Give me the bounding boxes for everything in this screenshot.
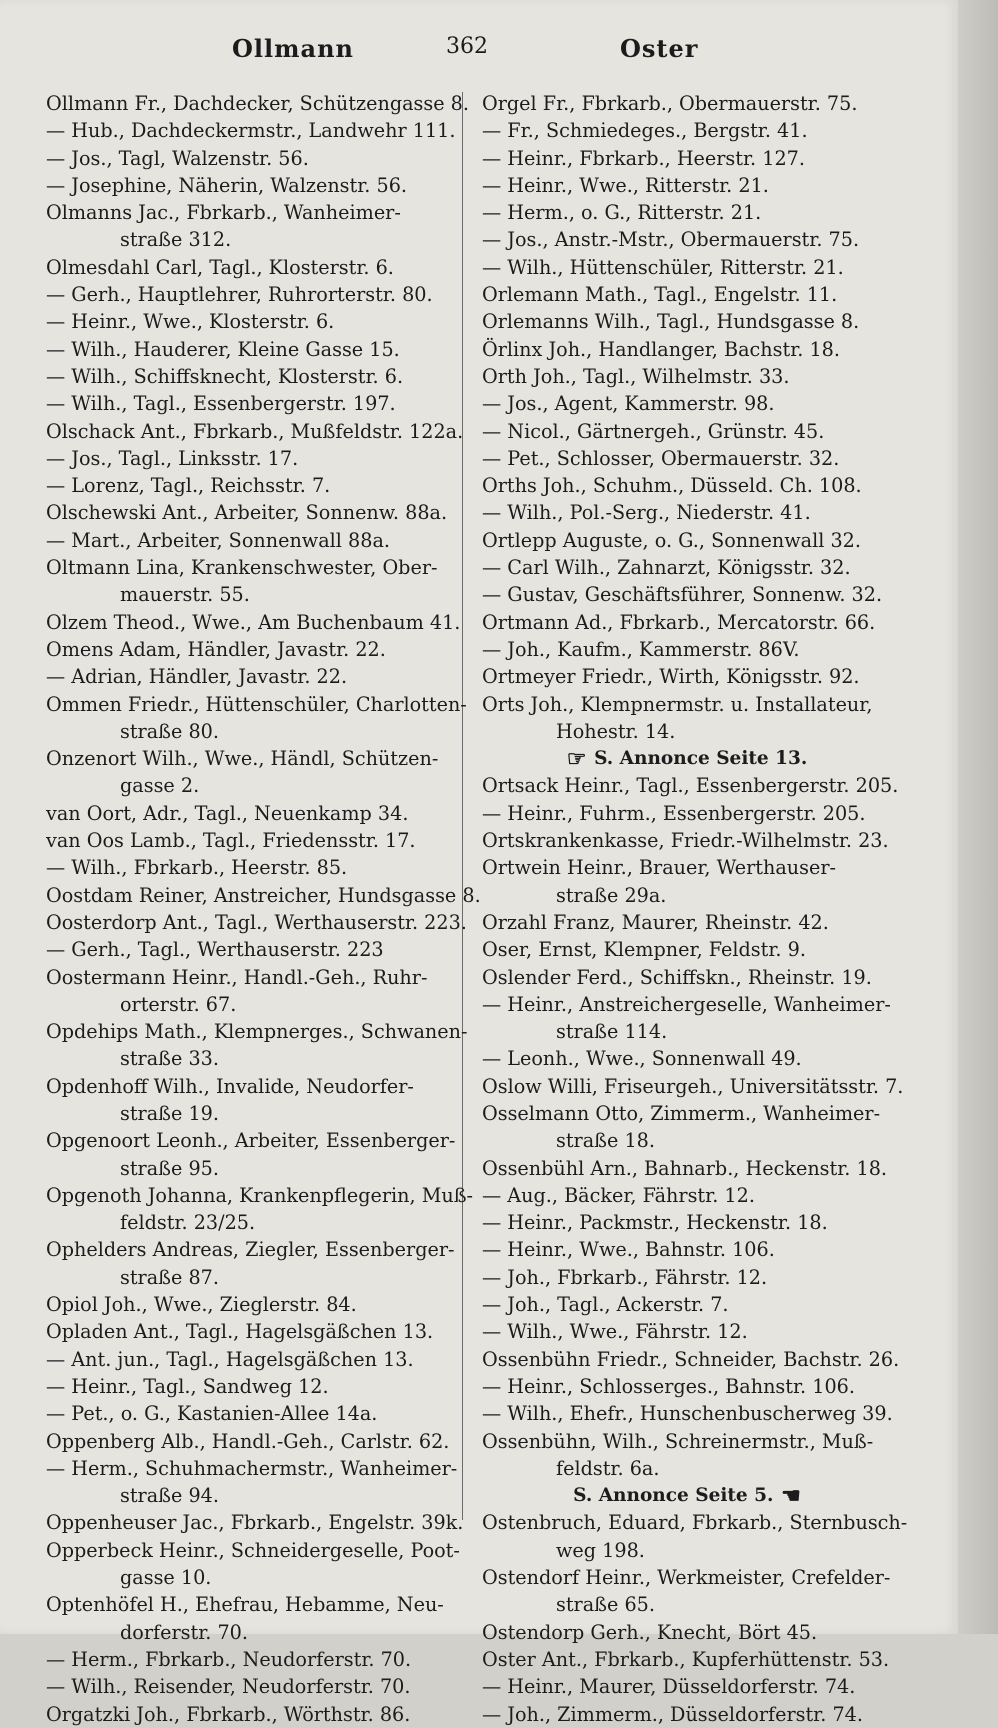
directory-entry-line (482, 1646, 892, 1673)
directory-entry-line (482, 145, 892, 172)
directory-entry-line (482, 90, 892, 117)
pointing-hand-icon: ☞ (566, 746, 595, 773)
directory-entry-line (46, 1182, 474, 1209)
directory-entry-line (46, 882, 481, 909)
directory-entry-line (482, 390, 892, 417)
entry-text: Ortlepp Auguste, o. G., Sonnenwall 32. (482, 528, 861, 552)
entry-text: S. Annonce Seite 5. (573, 1485, 774, 1507)
directory-entry-line (46, 472, 456, 499)
directory-entry-line (46, 1482, 456, 1509)
advertisement-reference (482, 745, 892, 772)
entry-text: — Joh., Zimmerm., Düsseldorferstr. 74. (482, 1702, 863, 1726)
entry-text: Ostendorf Heinr., Werkmeister, Crefelder- (482, 1566, 891, 1590)
left-column (46, 90, 481, 1728)
directory-entry-line (46, 1018, 468, 1045)
entry-text: — Joh., Tagl., Ackerstr. 7. (482, 1293, 729, 1317)
directory-entry-line (46, 445, 456, 472)
directory-entry-line (46, 226, 456, 253)
entry-text: gasse 10. (120, 1566, 212, 1590)
directory-entry-line (482, 1073, 904, 1100)
directory-entry-line (482, 964, 892, 991)
entry-text: feldstr. 23/25. (120, 1211, 256, 1235)
directory-entry-line (482, 882, 892, 909)
entry-text: Ortmeyer Friedr., Wirth, Königsstr. 92. (482, 665, 860, 689)
directory-entry-line (46, 1509, 464, 1536)
directory-entry-line (46, 1701, 456, 1728)
directory-entry-line (482, 991, 892, 1018)
directory-entry-line (482, 1291, 892, 1318)
directory-entry-line (482, 1673, 892, 1700)
entry-text: Orgatzki Joh., Fbrkarb., Wörthstr. 86. (46, 1702, 411, 1726)
entry-text: Opladen Ant., Tagl., Hagelsgäßchen 13. (46, 1320, 434, 1344)
directory-entry-line (46, 1591, 456, 1618)
directory-entry-line (482, 1701, 892, 1728)
directory-entry-line (482, 363, 892, 390)
advertisement-reference (482, 1482, 892, 1509)
entry-text: Orts Joh., Klempnermstr. u. Installateur, (482, 692, 873, 716)
entry-text: Opdenhoff Wilh., Invalide, Neudorfer- (46, 1074, 414, 1098)
directory-entry-line (482, 199, 892, 226)
directory-entry-line (46, 145, 456, 172)
entry-text: Optenhöfel H., Ehefrau, Hebamme, Neu- (46, 1593, 444, 1617)
entry-text: Oster Ant., Fbrkarb., Kupferhüttenstr. 53. (482, 1647, 890, 1671)
entry-text: Ortmann Ad., Fbrkarb., Mercatorstr. 66. (482, 610, 876, 634)
directory-entry-line (482, 1346, 900, 1373)
directory-entry-line (482, 1428, 892, 1455)
entry-text: Orlemanns Wilh., Tagl., Hundsgasse 8. (482, 310, 860, 334)
entry-text: straße 80. (120, 719, 219, 743)
entry-text: — Wilh., Fbrkarb., Heerstr. 85. (46, 856, 348, 880)
entry-text: straße 65. (556, 1593, 655, 1617)
entry-text: Orgel Fr., Fbrkarb., Obermauerstr. 75. (482, 92, 858, 115)
entry-text: — Heinr., Packmstr., Heckenstr. 18. (482, 1211, 828, 1235)
directory-entry-line (482, 499, 892, 526)
entry-text: — Josephine, Näherin, Walzenstr. 56. (46, 173, 408, 197)
directory-entry-line (482, 1155, 892, 1182)
directory-entry-line (46, 909, 467, 936)
directory-entry-line (482, 663, 892, 690)
entry-text: van Oos Lamb., Tagl., Friedensstr. 17. (46, 829, 416, 853)
entry-text: — Heinr., Anstreichergeselle, Wanheimer- (482, 992, 891, 1016)
directory-entry-line (46, 1537, 460, 1564)
entry-text: Opgenoort Leonh., Arbeiter, Essenberger- (46, 1129, 456, 1153)
directory-entry-line (46, 117, 456, 144)
directory-entry-line (482, 1045, 892, 1072)
entry-text: Opiol Joh., Wwe., Zieglerstr. 84. (46, 1293, 357, 1317)
directory-entry-line (46, 1209, 456, 1236)
entry-text: straße 87. (120, 1265, 219, 1289)
directory-entry-line (482, 1100, 892, 1127)
directory-entry-line (46, 1373, 456, 1400)
directory-entry-line (46, 1073, 456, 1100)
entry-text: Örlinx Joh., Handlanger, Bachstr. 18. (482, 337, 840, 361)
directory-entry-line (482, 445, 892, 472)
directory-entry-line (482, 1018, 892, 1045)
entry-text: straße 95. (120, 1156, 219, 1180)
entry-text: Oppenheuser Jac., Fbrkarb., Engelstr. 39k. (46, 1511, 464, 1535)
directory-entry-line (46, 1428, 456, 1455)
entry-text: — Jos., Tagl, Walzenstr. 56. (46, 146, 309, 170)
directory-entry-line (46, 1346, 456, 1373)
directory-entry-line (46, 363, 456, 390)
entry-text: — Aug., Bäcker, Fährstr. 12. (482, 1183, 755, 1207)
entry-text: Ommen Friedr., Hüttenschüler, Charlotten- (46, 692, 467, 716)
directory-entry-line (482, 581, 892, 608)
entry-text: feldstr. 6a. (556, 1456, 660, 1480)
directory-entry-line (46, 254, 456, 281)
directory-entry-line (482, 854, 892, 881)
pointing-hand-icon: ☚ (773, 1483, 801, 1510)
directory-entry-line (46, 936, 456, 963)
entry-text: Oostermann Heinr., Handl.-Geh., Ruhr- (46, 965, 428, 989)
directory-entry-line (46, 636, 456, 663)
entry-text: — Carl Wilh., Zahnarzt, Königsstr. 32. (482, 556, 851, 580)
directory-entry-line (46, 691, 467, 718)
entry-text: — Wilh., Hauderer, Kleine Gasse 15. (46, 337, 400, 361)
entry-text: — Herm., Schuhmachermstr., Wanheimer- (46, 1456, 458, 1480)
directory-entry-line (46, 1619, 456, 1646)
entry-text: Osselmann Otto, Zimmerm., Wanheimer- (482, 1101, 881, 1125)
directory-entry-line (46, 390, 456, 417)
entry-text: Oosterdorp Ant., Tagl., Werthauserstr. 223. (46, 910, 467, 934)
entry-text: — Wilh., Ehefr., Hunschenbuscherweg 39. (482, 1402, 893, 1426)
directory-entry-line (46, 1100, 456, 1127)
directory-entry-line (482, 1591, 892, 1618)
entry-text: — Wilh., Pol.-Serg., Niederstr. 41. (482, 501, 811, 525)
entry-text: — Wilh., Wwe., Fährstr. 12. (482, 1320, 748, 1344)
entry-text: — Heinr., Wwe., Ritterstr. 21. (482, 173, 769, 197)
entry-text: Orzahl Franz, Maurer, Rheinstr. 42. (482, 910, 829, 934)
directory-entry-line (46, 800, 456, 827)
entry-text: — Mart., Arbeiter, Sonnenwall 88a. (46, 528, 390, 552)
page-header (0, 34, 958, 70)
directory-entry-line (482, 718, 892, 745)
directory-entry-line (46, 527, 456, 554)
directory-entry-line (46, 1236, 456, 1263)
directory-entry-line (482, 1264, 892, 1291)
entry-text: — Gerh., Tagl., Werthauserstr. 223 (46, 938, 384, 962)
entry-text: straße 94. (120, 1484, 219, 1508)
entry-text: — Pet., Schlosser, Obermauerstr. 32. (482, 446, 840, 470)
entry-text: Olmanns Jac., Fbrkarb., Wanheimer- (46, 201, 401, 225)
entry-text: — Jos., Tagl., Linksstr. 17. (46, 446, 299, 470)
entry-text: — Pet., o. G., Kastanien-Allee 14a. (46, 1402, 378, 1426)
entry-text: Olmesdahl Carl, Tagl., Klosterstr. 6. (46, 255, 394, 279)
directory-entry-line (46, 90, 469, 117)
directory-entry-line (482, 226, 892, 253)
entry-text: — Heinr., Fuhrm., Essenbergerstr. 205. (482, 801, 866, 825)
column-divider (462, 92, 463, 1520)
entry-text: straße 33. (120, 1047, 219, 1071)
entry-text: — Wilh., Tagl., Essenbergerstr. 197. (46, 392, 396, 416)
entry-text: — Heinr., Fbrkarb., Heerstr. 127. (482, 146, 805, 170)
directory-entry-line (482, 1509, 908, 1536)
entry-text: Ollmann Fr., Dachdecker, Schützengasse 8. (46, 92, 469, 115)
page-edge (958, 0, 998, 1634)
directory-entry-line (46, 1646, 456, 1673)
directory-entry-line (482, 772, 899, 799)
entry-text: — Lorenz, Tagl., Reichsstr. 7. (46, 474, 331, 498)
entry-text: straße 312. (120, 228, 232, 252)
entry-text: — Wilh., Reisender, Neudorferstr. 70. (46, 1675, 411, 1699)
directory-entry-line (46, 172, 456, 199)
entry-text: Olschack Ant., Fbrkarb., Mußfeldstr. 122a. (46, 419, 464, 443)
entry-text: — Heinr., Wwe., Klosterstr. 6. (46, 310, 335, 334)
directory-entry-line (46, 418, 464, 445)
directory-entry-line (482, 636, 892, 663)
entry-text: orterstr. 67. (120, 992, 237, 1016)
directory-entry-line (46, 1400, 456, 1427)
entry-text: — Heinr., Maurer, Düsseldorferstr. 74. (482, 1675, 856, 1699)
entry-text: Ophelders Andreas, Ziegler, Essenberger- (46, 1238, 455, 1262)
directory-entry-line (46, 199, 456, 226)
directory-entry-line (46, 1673, 456, 1700)
entry-text: Ostenbruch, Eduard, Fbrkarb., Sternbusch- (482, 1511, 908, 1535)
entry-text: mauerstr. 55. (120, 583, 250, 607)
entry-text: — Herm., o. G., Ritterstr. 21. (482, 201, 762, 225)
directory-entry-line (482, 308, 892, 335)
directory-entry-line (46, 663, 456, 690)
entry-text: Ossenbühl Arn., Bahnarb., Heckenstr. 18. (482, 1156, 888, 1180)
directory-entry-line (46, 1045, 456, 1072)
entry-text: Onzenort Wilh., Wwe., Händl, Schützen- (46, 747, 439, 771)
directory-entry-line (482, 1373, 892, 1400)
directory-entry-line (46, 1291, 456, 1318)
directory-entry-line (482, 909, 892, 936)
entry-text: Oser, Ernst, Klempner, Feldstr. 9. (482, 938, 806, 962)
entry-text: — Heinr., Tagl., Sandweg 12. (46, 1374, 329, 1398)
right-column (482, 90, 908, 1728)
directory-entry-line (46, 609, 461, 636)
directory-entry-line (46, 1318, 456, 1345)
entry-text: Oppenberg Alb., Handl.-Geh., Carlstr. 62. (46, 1429, 450, 1453)
entry-text: Ossenbühn, Wilh., Schreinermstr., Muß- (482, 1429, 874, 1453)
entry-text: — Wilh., Hüttenschüler, Ritterstr. 21. (482, 255, 844, 279)
entry-text: Olschewski Ant., Arbeiter, Sonnenw. 88a. (46, 501, 448, 525)
entry-text: weg 198. (556, 1538, 645, 1562)
directory-entry-line (482, 1564, 892, 1591)
entry-text: Ortwein Heinr., Brauer, Werthauser- (482, 856, 837, 880)
directory-entry-line (46, 745, 456, 772)
directory-entry-line (482, 1209, 892, 1236)
directory-entry-line (482, 691, 892, 718)
entry-text: Omens Adam, Händler, Javastr. 22. (46, 637, 386, 661)
header-left-keyword: Ollmann (232, 34, 354, 63)
directory-entry-line (482, 1236, 892, 1263)
entry-text: — Nicol., Gärtnergeh., Grünstr. 45. (482, 419, 825, 443)
entry-text: Opperbeck Heinr., Schneidergeselle, Poot- (46, 1538, 460, 1562)
directory-entry-line (46, 554, 456, 581)
entry-text: — Herm., Fbrkarb., Neudorferstr. 70. (46, 1647, 412, 1671)
directory-entry-line (482, 527, 892, 554)
directory-entry-line (46, 281, 456, 308)
directory-entry-line (482, 554, 892, 581)
directory-entry-line (482, 254, 892, 281)
entry-text: Ortsack Heinr., Tagl., Essenbergerstr. 205. (482, 774, 899, 798)
directory-entry-line (46, 581, 456, 608)
directory-entry-line (46, 336, 456, 363)
entry-text: Orth Joh., Tagl., Wilhelmstr. 33. (482, 364, 790, 388)
directory-entry-line (482, 1619, 892, 1646)
page-number: 362 (446, 34, 488, 59)
directory-entry-line (46, 1455, 456, 1482)
entry-text: — Gerh., Hauptlehrer, Ruhrorterstr. 80. (46, 283, 433, 307)
directory-entry-line (482, 172, 892, 199)
entry-text: — Leonh., Wwe., Sonnenwall 49. (482, 1047, 802, 1071)
directory-entry-line (482, 418, 892, 445)
directory-entry-line (46, 827, 456, 854)
directory-entry-line (482, 1127, 892, 1154)
entry-text: — Joh., Fbrkarb., Fährstr. 12. (482, 1265, 768, 1289)
entry-text: Orths Joh., Schuhm., Düsseld. Ch. 108. (482, 474, 862, 498)
entry-text: van Oort, Adr., Tagl., Neuenkamp 34. (46, 801, 409, 825)
entry-text: S. Annonce Seite 13. (594, 748, 808, 770)
entry-text: straße 114. (556, 1020, 668, 1044)
entry-text: dorferstr. 70. (120, 1620, 248, 1644)
entry-text: — Adrian, Händler, Javastr. 22. (46, 665, 348, 689)
entry-text: Ortskrankenkasse, Friedr.-Wilhelmstr. 23. (482, 829, 889, 853)
directory-entry-line (482, 827, 892, 854)
entry-text: Oslow Willi, Friseurgeh., Universitätsstr. 7. (482, 1074, 904, 1098)
entry-text: Oltmann Lina, Krankenschwester, Ober- (46, 556, 438, 580)
directory-entry-line (482, 1537, 892, 1564)
entry-text: Ostendorp Gerh., Knecht, Bört 45. (482, 1620, 818, 1644)
directory-entry-line (482, 281, 892, 308)
entry-text: straße 29a. (556, 883, 667, 907)
directory-entry-line (46, 964, 456, 991)
entry-text: Oostdam Reiner, Anstreicher, Hundsgasse 8. (46, 883, 481, 907)
entry-text: Opdehips Math., Klempnerges., Schwanen- (46, 1020, 468, 1044)
directory-entry-line (482, 609, 892, 636)
directory-entry-line (482, 936, 892, 963)
directory-entry-line (46, 718, 456, 745)
directory-entry-line (46, 1564, 456, 1591)
directory-entry-line (482, 117, 892, 144)
directory-entry-line (482, 472, 892, 499)
directory-entry-line (46, 854, 456, 881)
entry-text: — Hub., Dachdeckermstr., Landwehr 111. (46, 119, 456, 143)
entry-text: straße 19. (120, 1101, 219, 1125)
directory-entry-line (482, 336, 892, 363)
entry-text: Orlemann Math., Tagl., Engelstr. 11. (482, 283, 838, 307)
directory-entry-line (482, 1455, 892, 1482)
entry-text: straße 18. (556, 1129, 655, 1153)
entry-text: — Heinr., Wwe., Bahnstr. 106. (482, 1238, 775, 1262)
directory-entry-line (46, 499, 456, 526)
directory-entry-line (482, 1182, 892, 1209)
directory-entry-line (46, 1127, 456, 1154)
entry-text: Hohestr. 14. (556, 719, 676, 743)
entry-text: — Jos., Agent, Kammerstr. 98. (482, 392, 775, 416)
entry-text: — Joh., Kaufm., Kammerstr. 86V. (482, 637, 800, 661)
directory-entry-line (46, 772, 456, 799)
entry-text: — Fr., Schmiedeges., Bergstr. 41. (482, 119, 808, 143)
entry-text: — Jos., Anstr.-Mstr., Obermauerstr. 75. (482, 228, 860, 252)
entry-text: Oslender Ferd., Schiffskn., Rheinstr. 19. (482, 965, 872, 989)
directory-entry-line (482, 1400, 892, 1427)
directory-entry-line (482, 800, 892, 827)
entry-text: — Gustav, Geschäftsführer, Sonnenw. 32. (482, 583, 883, 607)
entry-text: Opgenoth Johanna, Krankenpflegerin, Muß- (46, 1183, 474, 1207)
entry-text: — Heinr., Schlosserges., Bahnstr. 106. (482, 1374, 855, 1398)
entry-text: Ossenbühn Friedr., Schneider, Bachstr. 26. (482, 1347, 900, 1371)
entry-text: — Ant. jun., Tagl., Hagelsgäßchen 13. (46, 1347, 414, 1371)
header-right-keyword: Oster (620, 34, 699, 63)
entry-text: Olzem Theod., Wwe., Am Buchenbaum 41. (46, 610, 461, 634)
directory-entry-line (46, 991, 456, 1018)
entry-text: gasse 2. (120, 774, 200, 798)
directory-entry-line (46, 1264, 456, 1291)
directory-entry-line (46, 308, 456, 335)
directory-entry-line (46, 1155, 456, 1182)
entry-text: — Wilh., Schiffsknecht, Klosterstr. 6. (46, 364, 404, 388)
directory-entry-line (482, 1318, 892, 1345)
